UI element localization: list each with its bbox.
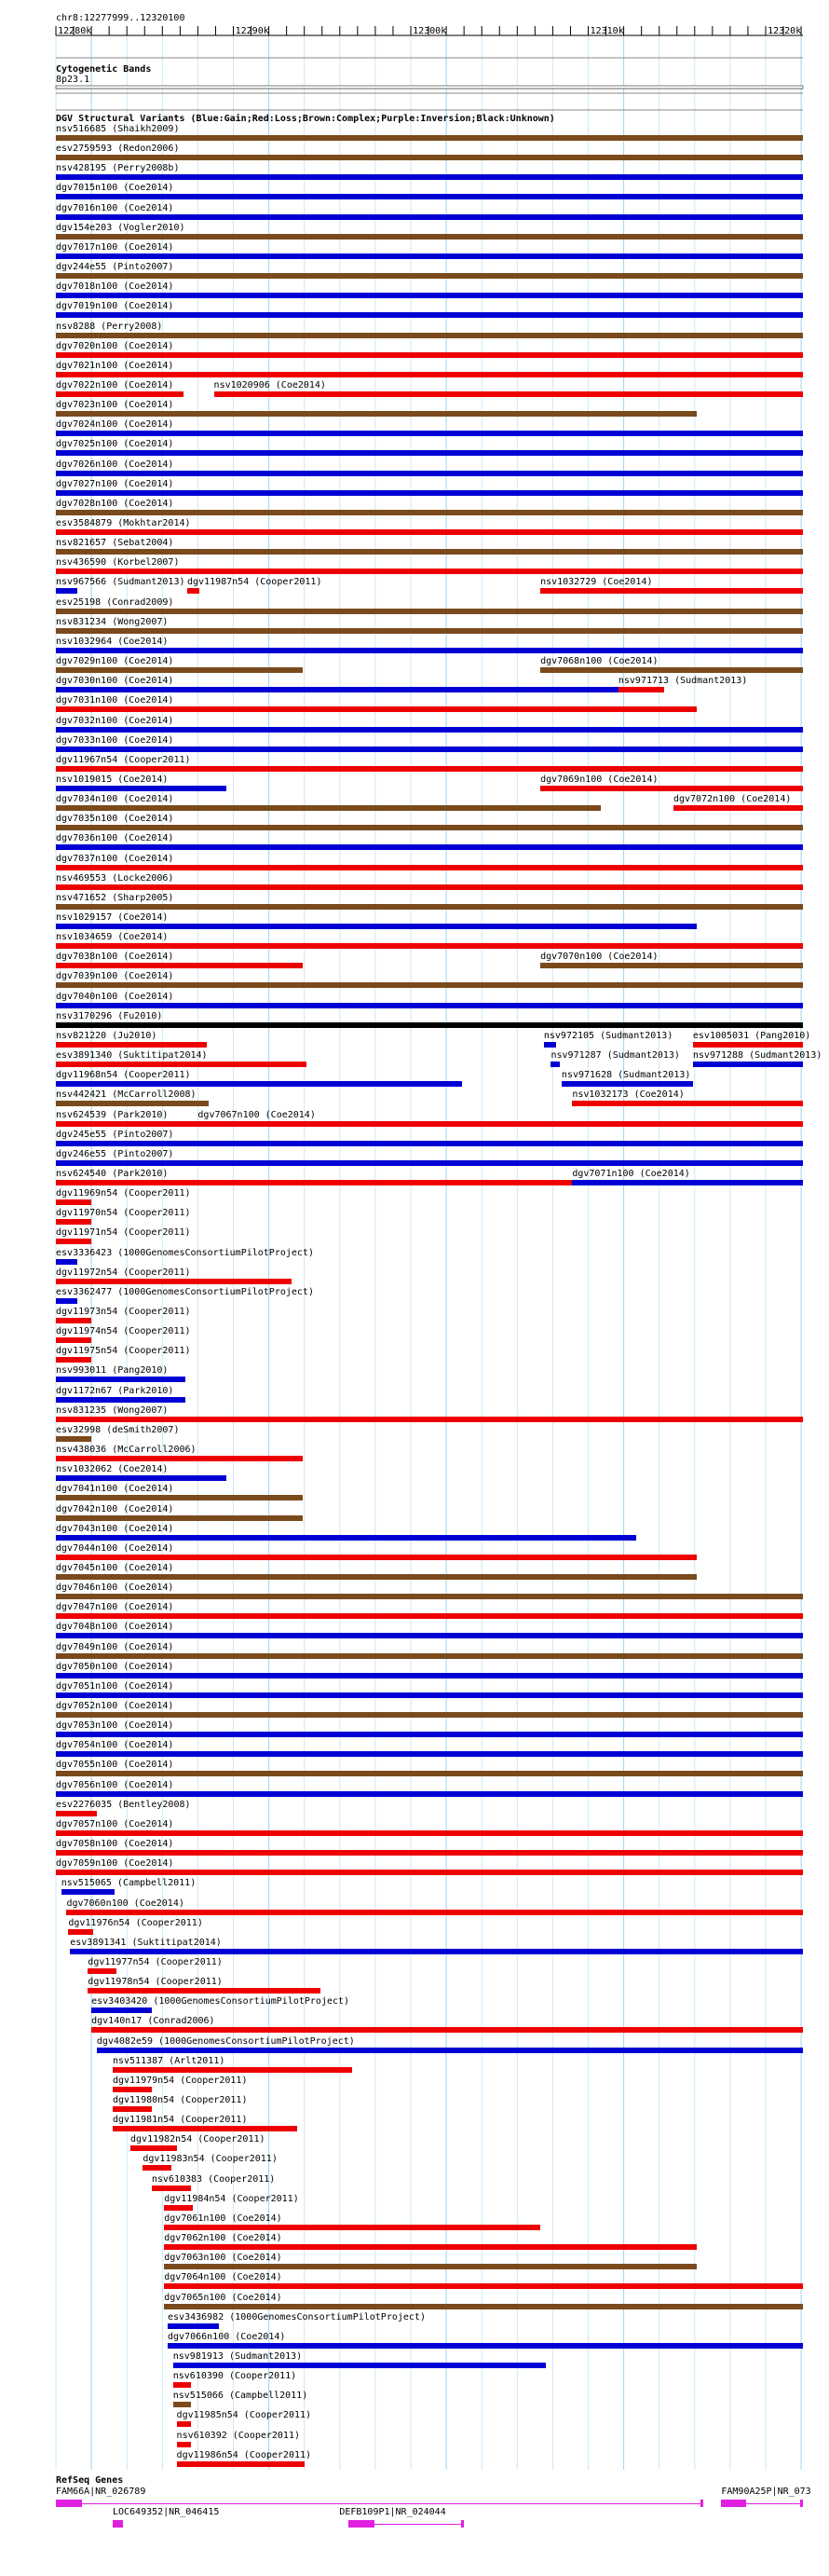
- variant-bar[interactable]: [173, 2402, 191, 2407]
- variant-bar[interactable]: [56, 865, 803, 870]
- variant-label: dgv11981n54 (Cooper2011): [112, 2115, 248, 2126]
- cytoband-bar[interactable]: [56, 86, 803, 89]
- variant-label: dgv11987n54 (Cooper2011): [186, 577, 322, 588]
- variant-label: dgv7061n100 (Coe2014): [164, 2213, 282, 2224]
- variant-bar[interactable]: [540, 588, 803, 594]
- variant-label: dgv246e55 (Pinto2007): [56, 1148, 174, 1159]
- variant-label: dgv7028n100 (Coe2014): [56, 498, 174, 509]
- variant-bar[interactable]: [214, 391, 803, 397]
- variant-label: dgv7046n100 (Coe2014): [56, 1583, 174, 1594]
- variant-label: esv3336423 (1000GenomesConsortiumPilotProject): [56, 1247, 314, 1258]
- variant-bar[interactable]: [173, 2363, 546, 2368]
- variant-bar[interactable]: [56, 569, 803, 574]
- variant-bar[interactable]: [56, 884, 803, 890]
- variant-bar[interactable]: [56, 1574, 697, 1580]
- variant-bar[interactable]: [56, 372, 803, 377]
- variant-bar[interactable]: [56, 786, 226, 791]
- variant-label: dgv11982n54 (Cooper2011): [130, 2134, 265, 2145]
- variant-bar[interactable]: [56, 1259, 77, 1265]
- variant-label: nsv471652 (Sharp2005): [56, 892, 174, 903]
- variant-label: nsv1034659 (Coe2014): [56, 932, 169, 943]
- variant-bar[interactable]: [168, 2323, 219, 2329]
- gene-label: FAM66A|NR_026789: [56, 2487, 146, 2497]
- variant-bar[interactable]: [61, 1889, 115, 1895]
- variant-label: dgv11984n54 (Cooper2011): [164, 2193, 299, 2204]
- variant-bar[interactable]: [572, 1101, 803, 1106]
- variant-bar[interactable]: [113, 2106, 152, 2112]
- variant-label: dgv7059n100 (Coe2014): [56, 1858, 174, 1870]
- variant-bar[interactable]: [164, 2283, 803, 2289]
- variant-label: dgv11985n54 (Cooper2011): [176, 2410, 312, 2421]
- variant-label: esv2759593 (Redon2006): [56, 144, 180, 155]
- variant-label: nsv1032173 (Coe2014): [572, 1089, 685, 1101]
- variant-bar[interactable]: [56, 1298, 77, 1304]
- variant-bar[interactable]: [56, 588, 77, 594]
- variant-bar[interactable]: [56, 1160, 803, 1166]
- gene-exon: [721, 2500, 745, 2507]
- variant-bar[interactable]: [164, 2244, 696, 2250]
- variant-label: dgv7027n100 (Coe2014): [56, 478, 174, 489]
- variant-bar[interactable]: [56, 628, 803, 634]
- variant-label: esv3891341 (Suktitipat2014): [70, 1937, 222, 1948]
- variant-label: nsv821220 (Ju2010): [56, 1030, 157, 1041]
- variant-label: nsv511387 (Arlt2011): [112, 2055, 225, 2066]
- variant-bar[interactable]: [56, 1751, 803, 1757]
- variant-label: dgv7035n100 (Coe2014): [56, 814, 174, 825]
- variant-bar[interactable]: [693, 1062, 803, 1067]
- variant-label: nsv981913 (Sudmant2013): [172, 2350, 303, 2362]
- variant-label: dgv7057n100 (Coe2014): [56, 1818, 174, 1829]
- variant-bar[interactable]: [70, 1949, 803, 1954]
- variant-label: esv3362477 (1000GenomesConsortiumPilotProject): [56, 1286, 314, 1297]
- variant-label: dgv7024n100 (Coe2014): [56, 419, 174, 431]
- variant-bar[interactable]: [56, 1791, 803, 1797]
- variant-bar[interactable]: [56, 766, 803, 772]
- variant-label: dgv140n17 (Conrad2006): [91, 2016, 215, 2027]
- variant-label: dgv7056n100 (Coe2014): [56, 1779, 174, 1790]
- variant-bar[interactable]: [56, 805, 601, 811]
- variant-bar[interactable]: [56, 1811, 97, 1816]
- variant-bar[interactable]: [56, 1239, 91, 1244]
- variant-label: dgv1172n67 (Park2010): [56, 1385, 174, 1396]
- variant-label: nsv972105 (Sudmant2013): [543, 1030, 673, 1041]
- variant-label: dgv7055n100 (Coe2014): [56, 1760, 174, 1771]
- variant-bar[interactable]: [56, 1279, 292, 1284]
- variant-bar[interactable]: [68, 1929, 93, 1935]
- variant-bar[interactable]: [56, 1613, 803, 1619]
- variant-bar[interactable]: [56, 1318, 91, 1323]
- variant-label: dgv11973n54 (Cooper2011): [56, 1307, 191, 1317]
- variant-bar[interactable]: [540, 786, 803, 791]
- variant-bar[interactable]: [56, 1003, 803, 1008]
- ruler-tick-label: 12300k: [413, 26, 447, 36]
- variant-bar[interactable]: [56, 471, 803, 476]
- variant-bar[interactable]: [56, 1653, 803, 1659]
- variant-bar[interactable]: [56, 747, 803, 752]
- variant-bar[interactable]: [56, 609, 803, 614]
- variant-bar[interactable]: [56, 904, 803, 910]
- variant-label: dgv7022n100 (Coe2014): [56, 379, 174, 391]
- ruler-position: chr8:12277999..12320100: [56, 13, 185, 23]
- variant-bar[interactable]: [164, 2264, 696, 2269]
- variant-label: dgv7042n100 (Coe2014): [56, 1503, 174, 1514]
- gene-label: LOC649352|NR_046415: [112, 2507, 220, 2517]
- variant-bar[interactable]: [56, 1495, 303, 1500]
- variant-label: dgv11972n54 (Cooper2011): [56, 1267, 191, 1278]
- variant-bar[interactable]: [177, 2421, 191, 2427]
- gene-model[interactable]: [56, 2503, 703, 2504]
- variant-label: dgv7036n100 (Coe2014): [56, 833, 174, 844]
- variant-bar[interactable]: [164, 2205, 192, 2211]
- variant-bar[interactable]: [56, 943, 803, 949]
- variant-label: nsv610390 (Cooper2011): [172, 2371, 297, 2382]
- variant-label: nsv967566 (Sudmant2013): [56, 577, 185, 588]
- variant-label: dgv7047n100 (Coe2014): [56, 1602, 174, 1613]
- variant-label: nsv831235 (Wong2007): [56, 1404, 169, 1416]
- variant-label: nsv3170296 (Fu2010): [56, 1010, 163, 1021]
- variant-bar[interactable]: [56, 1101, 209, 1106]
- variant-label: dgv7033n100 (Coe2014): [56, 734, 174, 746]
- variant-label: dgv11977n54 (Cooper2011): [88, 1956, 223, 1967]
- variant-bar[interactable]: [56, 1337, 91, 1343]
- gene-exon: [56, 2500, 82, 2507]
- variant-label: dgv11968n54 (Cooper2011): [56, 1070, 191, 1081]
- variant-label: nsv515066 (Campbell2011): [172, 2391, 308, 2402]
- variant-label: nsv515065 (Campbell2011): [61, 1878, 197, 1889]
- variant-bar[interactable]: [56, 1870, 803, 1875]
- variant-bar[interactable]: [56, 687, 662, 692]
- variant-label: dgv11974n54 (Cooper2011): [56, 1326, 191, 1337]
- variant-label: nsv436590 (Korbel2007): [56, 557, 180, 569]
- variant-label: dgv7020n100 (Coe2014): [56, 340, 174, 351]
- variant-bar[interactable]: [66, 1910, 803, 1915]
- variant-label: dgv7071n100 (Coe2014): [572, 1168, 690, 1179]
- variant-label: dgv7063n100 (Coe2014): [164, 2253, 282, 2264]
- variant-bar[interactable]: [56, 450, 803, 456]
- variant-bar[interactable]: [56, 1436, 91, 1442]
- variant-label: dgv11976n54 (Cooper2011): [68, 1917, 203, 1928]
- variant-bar[interactable]: [88, 1988, 320, 1994]
- variant-bar[interactable]: [56, 924, 697, 929]
- variant-bar[interactable]: [56, 174, 803, 180]
- variant-label: dgv7065n100 (Coe2014): [164, 2292, 282, 2303]
- variant-bar[interactable]: [177, 2461, 305, 2467]
- variant-bar[interactable]: [56, 982, 803, 988]
- variant-label: dgv7038n100 (Coe2014): [56, 952, 174, 963]
- variant-label: esv32998 (deSmith2007): [56, 1424, 180, 1435]
- variant-bar[interactable]: [91, 2027, 803, 2033]
- variant-label: esv3403420 (1000GenomesConsortiumPilotProject): [91, 1996, 350, 2007]
- variant-label: dgv11970n54 (Cooper2011): [56, 1208, 191, 1219]
- variant-label: dgv7049n100 (Coe2014): [56, 1641, 174, 1652]
- variant-bar[interactable]: [56, 1771, 803, 1776]
- variant-bar[interactable]: [562, 1081, 693, 1087]
- variant-bar[interactable]: [56, 1377, 185, 1382]
- variant-label: nsv1029157 (Coe2014): [56, 912, 169, 923]
- variant-label: dgv245e55 (Pinto2007): [56, 1129, 174, 1140]
- variant-bar[interactable]: [693, 1042, 803, 1048]
- gene-exon: [348, 2520, 374, 2528]
- variant-bar[interactable]: [550, 1062, 560, 1067]
- variant-label: dgv7025n100 (Coe2014): [56, 439, 174, 450]
- variant-bar[interactable]: [544, 1042, 556, 1048]
- dgv-title: DGV Structural Variants (Blue:Gain;Red:Loss;Brown:Complex;Purple:Inversion;Black:Unknown): [56, 114, 555, 124]
- variant-label: esv3584879 (Mokhtar2014): [56, 518, 191, 528]
- variant-bar[interactable]: [56, 1417, 803, 1422]
- variant-bar[interactable]: [56, 529, 803, 535]
- variant-bar[interactable]: [164, 2225, 540, 2230]
- cytoband-label: 8p23.1: [56, 75, 90, 85]
- ruler-tick-label: 12320k: [768, 26, 802, 36]
- variant-label: dgv7016n100 (Coe2014): [56, 202, 174, 213]
- variant-label: nsv428195 (Perry2008b): [56, 163, 180, 174]
- variant-label: nsv610383 (Cooper2011): [151, 2173, 276, 2185]
- gene-exon: [461, 2520, 464, 2528]
- variant-bar[interactable]: [56, 1141, 803, 1146]
- variant-label: dgv11969n54 (Cooper2011): [56, 1188, 191, 1199]
- variant-bar[interactable]: [56, 135, 803, 141]
- variant-label: dgv7040n100 (Coe2014): [56, 991, 174, 1002]
- variant-bar[interactable]: [56, 234, 803, 240]
- variant-label: dgv7054n100 (Coe2014): [56, 1740, 174, 1751]
- variant-label: dgv7070n100 (Coe2014): [540, 952, 659, 963]
- gene-exon: [800, 2500, 803, 2507]
- variant-label: dgv11980n54 (Cooper2011): [112, 2095, 248, 2105]
- gene-exon: [120, 2520, 123, 2528]
- variant-label: dgv7060n100 (Coe2014): [66, 1898, 184, 1909]
- variant-bar[interactable]: [56, 549, 803, 555]
- variant-bar[interactable]: [88, 1968, 116, 1974]
- variant-label: dgv7021n100 (Coe2014): [56, 360, 174, 371]
- variant-bar[interactable]: [56, 431, 803, 436]
- variant-bar[interactable]: [56, 667, 303, 673]
- variant-label: dgv7041n100 (Coe2014): [56, 1484, 174, 1495]
- ruler-tick-label: 12280k: [58, 26, 92, 36]
- variant-bar[interactable]: [618, 687, 665, 692]
- variant-label: nsv821657 (Sebat2004): [56, 538, 174, 549]
- variant-label: dgv7023n100 (Coe2014): [56, 400, 174, 411]
- variant-label: dgv7058n100 (Coe2014): [56, 1839, 174, 1850]
- variant-bar[interactable]: [56, 333, 803, 338]
- gene-exon: [113, 2520, 120, 2528]
- variant-bar[interactable]: [197, 1121, 803, 1127]
- variant-bar[interactable]: [56, 273, 803, 279]
- variant-label: dgv11986n54 (Cooper2011): [176, 2449, 312, 2460]
- variant-bar[interactable]: [56, 844, 803, 850]
- variant-label: dgv7037n100 (Coe2014): [56, 853, 174, 864]
- variant-label: dgv7019n100 (Coe2014): [56, 301, 174, 312]
- variant-bar[interactable]: [540, 667, 803, 673]
- variant-label: dgv11971n54 (Cooper2011): [56, 1227, 191, 1239]
- variant-bar[interactable]: [56, 391, 183, 397]
- gene-exon: [700, 2500, 703, 2507]
- variant-label: dgv7034n100 (Coe2014): [56, 794, 174, 805]
- variant-label: dgv7051n100 (Coe2014): [56, 1680, 174, 1692]
- variant-label: dgv11967n54 (Cooper2011): [56, 754, 191, 765]
- variant-bar[interactable]: [56, 648, 803, 653]
- variant-label: dgv7062n100 (Coe2014): [164, 2233, 282, 2244]
- variant-label: dgv4082e59 (1000GenomesConsortiumPilotProject): [96, 2035, 355, 2047]
- variant-bar[interactable]: [540, 963, 803, 968]
- variant-label: dgv7064n100 (Coe2014): [164, 2272, 282, 2283]
- variant-label: dgv7018n100 (Coe2014): [56, 281, 174, 293]
- variant-bar[interactable]: [56, 1850, 803, 1856]
- variant-label: dgv7043n100 (Coe2014): [56, 1523, 174, 1534]
- variant-bar[interactable]: [56, 1357, 91, 1363]
- variant-label: nsv993011 (Pang2010): [56, 1365, 169, 1377]
- variant-label: esv2276035 (Bentley2008): [56, 1799, 191, 1810]
- variant-bar[interactable]: [91, 2007, 152, 2013]
- variant-label: nsv442421 (McCarroll2008): [56, 1089, 197, 1101]
- variant-bar[interactable]: [56, 194, 803, 199]
- gene-label: DEFB109P1|NR_024044: [339, 2507, 446, 2517]
- variant-label: dgv7045n100 (Coe2014): [56, 1562, 174, 1573]
- variant-label: nsv8288 (Perry2008): [56, 321, 163, 332]
- variant-label: nsv1032729 (Coe2014): [540, 577, 653, 588]
- variant-label: dgv7029n100 (Coe2014): [56, 656, 174, 667]
- variant-bar[interactable]: [56, 352, 803, 358]
- variant-label: dgv7066n100 (Coe2014): [168, 2331, 286, 2342]
- variant-label: nsv1032062 (Coe2014): [56, 1464, 169, 1475]
- variant-label: dgv11975n54 (Cooper2011): [56, 1346, 191, 1357]
- variant-label: dgv7044n100 (Coe2014): [56, 1542, 174, 1554]
- variant-label: dgv7017n100 (Coe2014): [56, 241, 174, 253]
- variant-label: dgv7068n100 (Coe2014): [540, 656, 659, 667]
- variant-bar[interactable]: [113, 2087, 152, 2092]
- variant-bar[interactable]: [113, 2126, 297, 2131]
- variant-label: nsv1019015 (Coe2014): [56, 774, 169, 785]
- variant-label: nsv1020906 (Coe2014): [213, 379, 326, 391]
- variant-label: nsv610392 (Cooper2011): [176, 2430, 300, 2441]
- variant-bar[interactable]: [56, 312, 803, 318]
- variant-bar[interactable]: [56, 1692, 803, 1698]
- variant-label: dgv11979n54 (Cooper2011): [112, 2075, 248, 2086]
- variant-bar[interactable]: [56, 1830, 803, 1836]
- variant-label: esv1005031 (Pang2010): [692, 1030, 811, 1041]
- variant-bar[interactable]: [56, 1535, 636, 1541]
- variant-bar[interactable]: [572, 1180, 803, 1185]
- variant-bar[interactable]: [56, 510, 803, 515]
- variant-label: dgv7067n100 (Coe2014): [197, 1109, 316, 1120]
- variant-bar[interactable]: [56, 1712, 803, 1718]
- cytoband-title: Cytogenetic Bands: [56, 64, 152, 75]
- variant-bar[interactable]: [56, 1555, 697, 1560]
- variant-bar[interactable]: [56, 214, 803, 220]
- variant-label: dgv154e203 (Vogler2010): [56, 222, 185, 233]
- variant-label: dgv7050n100 (Coe2014): [56, 1661, 174, 1672]
- ruler-tick-label: 12290k: [235, 26, 269, 36]
- variant-label: dgv7032n100 (Coe2014): [56, 715, 174, 726]
- variant-label: nsv971713 (Sudmant2013): [618, 676, 748, 687]
- variant-bar[interactable]: [56, 1042, 207, 1048]
- variant-bar[interactable]: [177, 2442, 191, 2447]
- variant-label: nsv1032964 (Coe2014): [56, 636, 169, 647]
- variant-bar[interactable]: [56, 1515, 303, 1521]
- variant-bar[interactable]: [56, 411, 697, 417]
- variant-label: dgv7015n100 (Coe2014): [56, 183, 174, 194]
- variant-bar[interactable]: [56, 825, 803, 830]
- variant-label: dgv7039n100 (Coe2014): [56, 971, 174, 982]
- variant-bar[interactable]: [56, 1475, 226, 1481]
- variant-bar[interactable]: [143, 2165, 170, 2171]
- variant-label: nsv469553 (Locke2006): [56, 872, 174, 884]
- variant-bar[interactable]: [97, 2048, 803, 2053]
- variant-bar[interactable]: [164, 2304, 803, 2309]
- variant-label: esv3436982 (1000GenomesConsortiumPilotProject): [168, 2311, 426, 2323]
- variant-label: nsv971287 (Sudmant2013): [550, 1050, 680, 1062]
- variant-bar[interactable]: [56, 1219, 91, 1225]
- variant-label: dgv244e55 (Pinto2007): [56, 262, 174, 273]
- variant-bar[interactable]: [56, 706, 697, 712]
- variant-label: esv3891340 (Suktitipat2014): [56, 1050, 208, 1062]
- variant-label: dgv7026n100 (Coe2014): [56, 459, 174, 470]
- variant-label: dgv7030n100 (Coe2014): [56, 676, 174, 687]
- variant-bar[interactable]: [168, 2343, 803, 2349]
- variant-bar[interactable]: [56, 1732, 803, 1737]
- variant-bar[interactable]: [56, 253, 803, 259]
- variant-label: nsv831234 (Wong2007): [56, 616, 169, 627]
- variant-bar[interactable]: [673, 805, 803, 811]
- gene-label: FAM90A25P|NR_073: [721, 2487, 811, 2497]
- variant-bar[interactable]: [56, 1397, 185, 1403]
- variant-label: dgv7048n100 (Coe2014): [56, 1622, 174, 1633]
- variant-bar[interactable]: [152, 2185, 191, 2191]
- variant-label: nsv624540 (Park2010): [56, 1168, 169, 1179]
- variant-bar[interactable]: [56, 293, 803, 298]
- variant-bar[interactable]: [56, 155, 803, 160]
- variant-bar[interactable]: [56, 1022, 803, 1028]
- variant-label: dgv11978n54 (Cooper2011): [88, 1977, 223, 1988]
- variant-bar[interactable]: [56, 1456, 303, 1461]
- variant-label: nsv516685 (Shaikh2009): [56, 124, 180, 134]
- variant-label: nsv624539 (Park2010): [56, 1109, 169, 1120]
- variant-bar[interactable]: [130, 2145, 177, 2151]
- variant-label: nsv971628 (Sudmant2013): [561, 1070, 691, 1081]
- variant-bar[interactable]: [56, 963, 303, 968]
- variant-bar[interactable]: [113, 2067, 352, 2073]
- variant-label: dgv7052n100 (Coe2014): [56, 1701, 174, 1711]
- variant-bar[interactable]: [56, 1062, 306, 1067]
- variant-bar[interactable]: [56, 1081, 462, 1087]
- variant-bar[interactable]: [56, 1594, 803, 1599]
- variant-label: nsv438036 (McCarroll2006): [56, 1445, 197, 1456]
- variant-bar[interactable]: [56, 1633, 803, 1638]
- variant-bar[interactable]: [173, 2382, 191, 2388]
- variant-label: dgv11983n54 (Cooper2011): [143, 2154, 278, 2165]
- variant-bar[interactable]: [56, 1673, 803, 1679]
- variant-bar[interactable]: [56, 727, 803, 733]
- variant-bar[interactable]: [56, 490, 803, 496]
- variant-label: dgv7031n100 (Coe2014): [56, 695, 174, 706]
- variant-label: dgv7053n100 (Coe2014): [56, 1720, 174, 1732]
- variant-label: dgv7069n100 (Coe2014): [540, 774, 659, 785]
- ruler-tick-label: 12310k: [590, 26, 624, 36]
- refseq-title: RefSeq Genes: [56, 2475, 124, 2486]
- variant-bar[interactable]: [56, 1121, 197, 1127]
- variant-label: nsv971288 (Sudmant2013): [692, 1050, 822, 1062]
- variant-bar[interactable]: [56, 1199, 91, 1205]
- variant-bar[interactable]: [187, 588, 199, 594]
- variant-label: dgv7072n100 (Coe2014): [673, 794, 792, 805]
- variant-label: esv25198 (Conrad2009): [56, 596, 174, 608]
